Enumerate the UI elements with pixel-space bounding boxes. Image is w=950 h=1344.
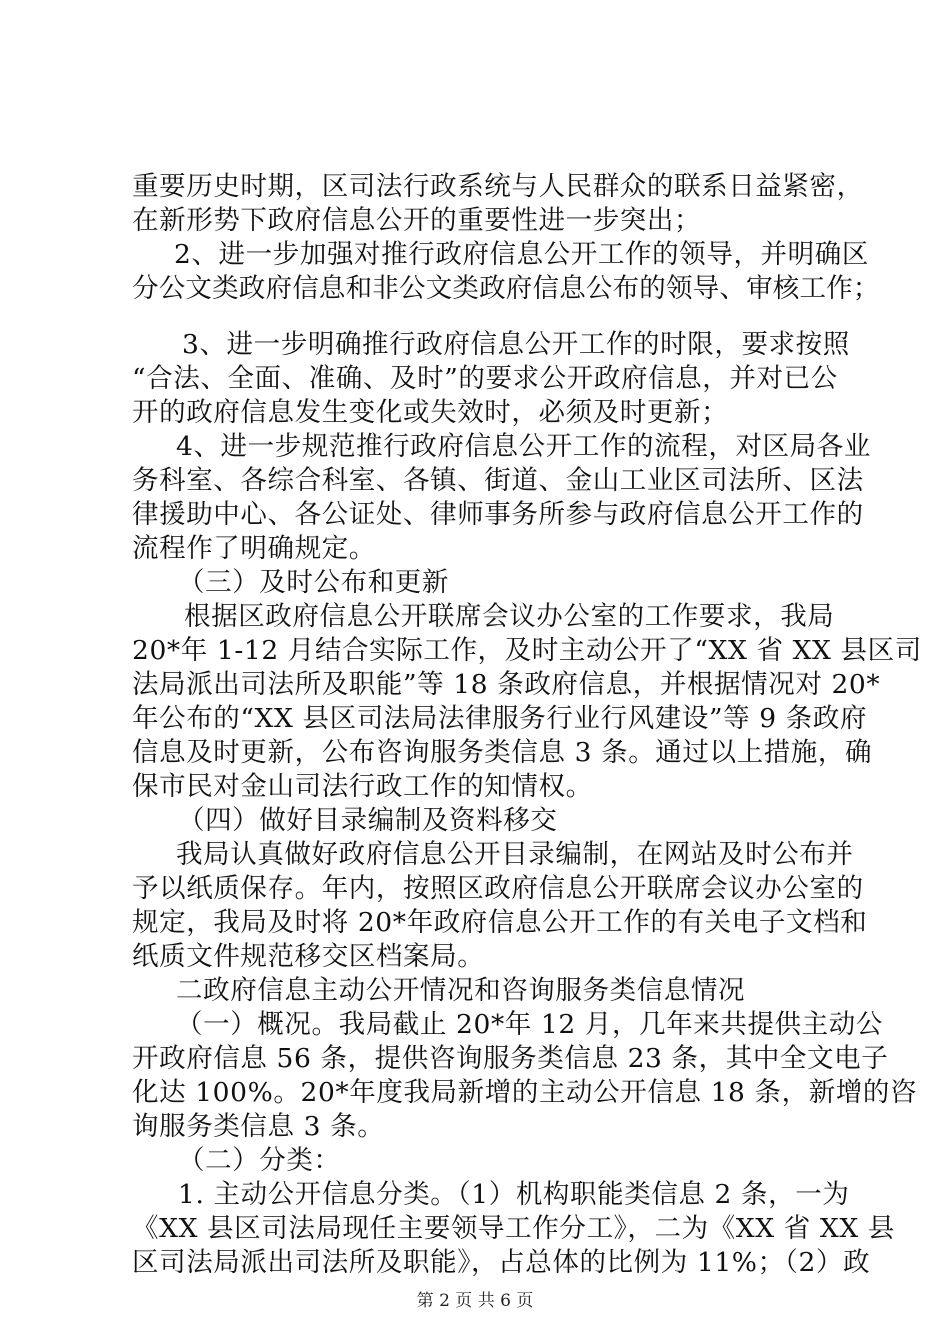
section-heading: （三）及时公布和更新 (178, 567, 449, 598)
section-heading: 二政府信息主动公开情况和咨询服务类信息情况 (176, 975, 746, 1006)
text-line: 询服务类信息 3 条。 (132, 1111, 385, 1142)
text-line: 年公布的“XX 县区司法局法律服务行业行风建设”等 9 条政府 (132, 703, 868, 734)
section-heading: （四）做好目录编制及资料移交 (178, 805, 558, 836)
text-line: 3、进一步明确推行政府信息公开工作的时限，要求按照 (182, 329, 850, 360)
text-line: 开的政府信息发生变化或失效时，必须及时更新； (132, 397, 729, 428)
text-line: 律援助中心、各公证处、律师事务所参与政府信息公开工作的 (132, 499, 864, 530)
text-line: “合法、全面、准确、及时”的要求公开政府信息，并对已公 (132, 363, 838, 394)
text-line: 区司法局派出司法所及职能》，占总体的比例为 11%；（2）政 (132, 1247, 871, 1278)
page-number-footer: 第 2 页 共 6 页 (416, 1291, 534, 1311)
text-line: 纸质文件规范移交区档案局。 (132, 941, 485, 972)
text-line: 根据区政府信息公开联席会议办公室的工作要求，我局 (184, 601, 835, 632)
text-line: 20*年 1-12 月结合实际工作，及时主动公开了“XX 省 XX 县区司 (132, 635, 922, 666)
text-line: 在新形势下政府信息公开的重要性进一步突出； (132, 205, 702, 236)
section-heading: （二）分类： (178, 1145, 341, 1176)
text-line: 2、进一步加强对推行政府信息公开工作的领导，并明确区 (174, 239, 869, 270)
text-line: 4、进一步规范推行政府信息公开工作的流程，对区局各业 (176, 431, 871, 462)
text-line: 予以纸质保存。年内，按照区政府信息公开联席会议办公室的 (132, 873, 864, 904)
text-line: 流程作了明确规定。 (132, 533, 376, 564)
text-line: 《XX 县区司法局现任主要领导工作分工》，二为《XX 省 XX 县 (132, 1213, 895, 1244)
text-line: 1. 主动公开信息分类。（1）机构职能类信息 2 条，一为 (178, 1179, 850, 1210)
text-line: （一）概况。我局截止 20*年 12 月，几年来共提供主动公 (176, 1009, 883, 1040)
text-line: 保市民对金山司法行政工作的知情权。 (132, 771, 593, 802)
text-line: 开政府信息 56 条，提供咨询服务类信息 23 条，其中全文电子 (132, 1043, 889, 1074)
text-line: 规定，我局及时将 20*年政府信息公开工作的有关电子文档和 (132, 907, 868, 938)
text-line: 分公文类政府信息和非公文类政府信息公布的领导、审核工作； (132, 273, 880, 304)
text-line: 重要历史时期，区司法行政系统与人民群众的联系日益紧密， (132, 171, 864, 202)
text-line: 化达 100%。20*年度我局新增的主动公开信息 18 条，新增的咨 (132, 1077, 918, 1108)
text-line: 务科室、各综合科室、各镇、街道、金山工业区司法所、区法 (132, 465, 864, 496)
text-line: 信息及时更新，公布咨询服务类信息 3 条。通过以上措施，确 (132, 737, 873, 768)
text-line: 法局派出司法所及职能”等 18 条政府信息，并根据情况对 20* (132, 669, 881, 700)
text-line: 我局认真做好政府信息公开目录编制，在网站及时公布并 (176, 839, 854, 870)
